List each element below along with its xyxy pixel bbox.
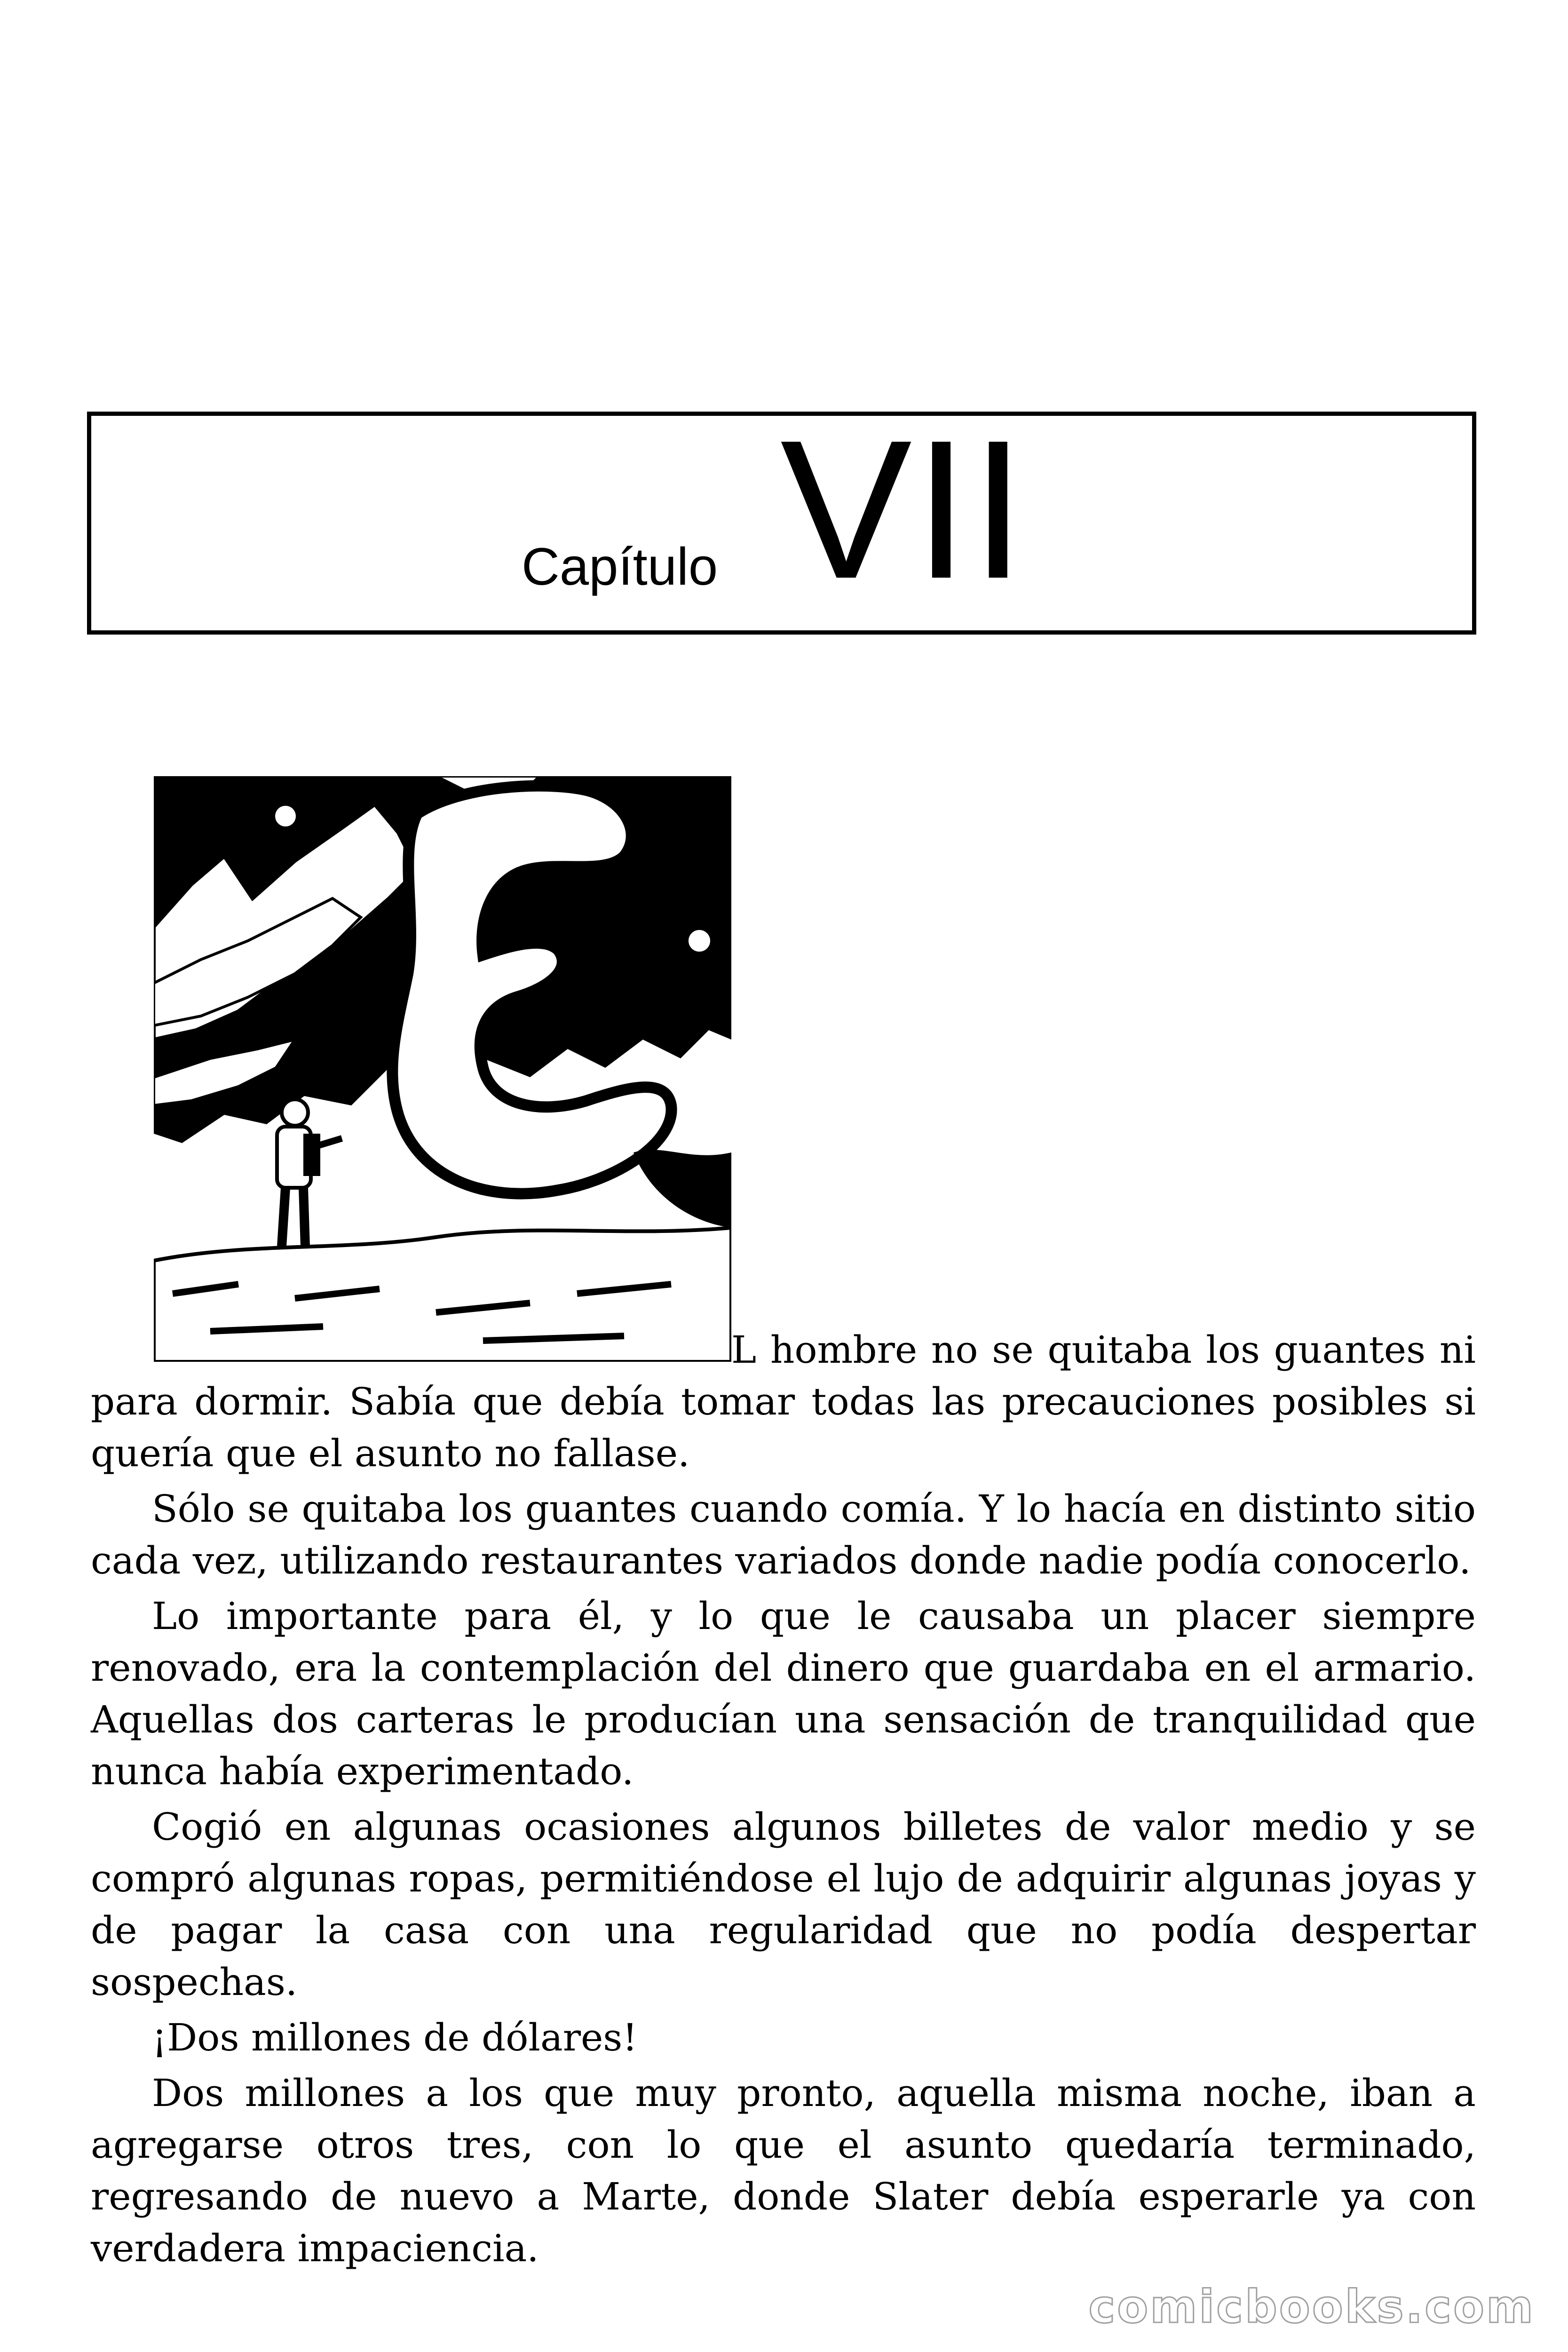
paragraph-2: Sólo se quitaba los guantes cuando comía. Y lo hacía en distinto sitio cada vez, utilizando restaurantes variados donde nadie podía conocerlo. [91,1487,1476,1582]
paragraph-6: Dos millones a los que muy pronto, aquella misma noche, iban a agregarse otros tres, con lo que el asunto quedaría terminado, regresando de nuevo a Marte, donde Slater debía esperarle ya con verdadera impaciencia. [91,2071,1476,2270]
chapter-heading [87,399,1476,635]
paragraph-4: Cogió en algunas ocasiones algunos billetes de valor medio y se compró algunas ropas, permitiéndose el lujo de adquirir algunas joyas y de pagar la casa con una regularidad que no podía despertar sospechas. [91,1805,1476,2004]
dropcap-illustration [154,776,731,1362]
first-line: L hombre no se quitaba los guantes ni [731,1328,1476,1372]
body-text [91,1376,1476,2274]
paragraph-1-continued: para dormir. Sabía que debía tomar todas las precauciones posibles si quería que el asunto no fallase. [91,1380,1476,1475]
watermark: comicbooks.com [1088,2280,1535,2333]
paragraph-3: Lo importante para él, y lo que le causaba un placer siempre renovado, era la contemplación del dinero que guardaba en el armario. Aquellas dos carteras le producían una sensación de tranquilidad que nunca había experimentado. [91,1594,1476,1793]
chapter-label: Capítulo [522,537,718,596]
chapter-number: VII [780,399,1028,620]
paragraph-5: ¡Dos millones de dólares! [152,2016,638,2059]
